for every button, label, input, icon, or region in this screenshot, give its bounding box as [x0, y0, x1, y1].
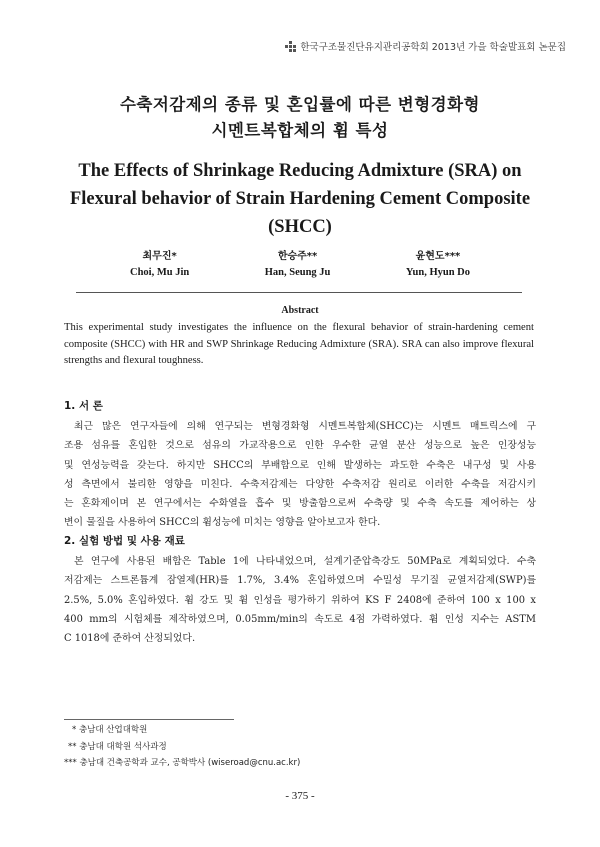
author-divider [76, 292, 522, 293]
section-1-heading: 1. 서 론 [64, 400, 103, 412]
body-line: C 1018에 준하여 산정되었다. [64, 633, 196, 645]
author-2 [265, 249, 331, 281]
english-title-line-2: Flexural behavior of Strain Hardening Cement Composite [69, 189, 531, 209]
author-2-english: Han, Seung Ju [264, 267, 331, 278]
abstract-line: strengths and flexural toughness. [64, 355, 204, 366]
footnote-divider [64, 719, 234, 720]
author-3-korean: 윤현도*** [415, 251, 461, 262]
footnote-2: ** 충남대 대학원 석사과정 [68, 741, 167, 752]
page-number: - 375 - [285, 790, 315, 802]
running-header [285, 39, 566, 53]
body-line: 본 연구에 사용된 배합은 Table 1에 나타내었으며, 설계기준압축강도 50MPa로 계획되었다. 수축 [74, 556, 536, 567]
body-line: 는 혼화제이며 본 연구에서는 수화열을 흡수 및 방출함으로써 수축량 및 수축 속도를 제어하는 상 [64, 498, 536, 510]
footnote-1: * 충남대 산업대학원 [72, 725, 148, 735]
korean-title-line-2: 시멘트복합체의 휨 특성 [211, 121, 389, 140]
body-line: 2.5%, 5.0% 혼입하였다. 휨 강도 및 휨 인성을 평가하기 위하여 KS F 2408에 준하여 100 x 100 x [64, 594, 536, 606]
dots-grid-icon [285, 41, 296, 52]
author-2-korean: 한승주** [277, 251, 318, 262]
author-3-english: Yun, Hyun Do [405, 267, 470, 278]
section-1-body [64, 417, 536, 533]
section-2-body [64, 552, 536, 648]
body-line: 변이 물질을 사용하여 SHCC의 휨성능에 미치는 영향을 알아보고자 한다. [64, 517, 381, 529]
author-1 [130, 249, 189, 281]
korean-title-line-1: 수축저감제의 종류 및 혼입률에 따른 변형경화형 [119, 95, 480, 114]
body-line: 및 연성능력을 갖는다. 하지만 SHCC의 부배합으로 인해 발생하는 과도한 수축은 내구성 및 사용 [64, 459, 536, 471]
english-title-line-3: (SHCC) [268, 217, 332, 237]
author-1-english: Choi, Mu Jin [130, 267, 190, 278]
abstract-heading: Abstract [281, 305, 319, 316]
body-line: 조용 섬유를 혼입한 것으로 섬유의 가교작용으로 인한 우수한 균열 분산 성능으로 높은 인장성능 [64, 440, 536, 452]
author-3 [406, 249, 470, 281]
english-title-line-1: The Effects of Shrinkage Reducing Admixture (SRA) on [78, 161, 522, 181]
abstract-line: composite (SHCC) with HR and SWP Shrinkage Reducing Admixture (SRA). SRA can also improve flexural [64, 338, 534, 350]
abstract-body [64, 320, 534, 370]
author-list [130, 249, 470, 281]
body-line: 400 mm의 시험체를 제작하였으며, 0.05mm/min의 속도로 4점 가력하였다. 휨 인성 지수는 ASTM [64, 613, 536, 625]
footnotes [64, 722, 464, 772]
running-header-text: 한국구조물진단유지관리공학회 2013년 가을 학술발표회 논문집 [300, 42, 566, 53]
body-line: 최근 많은 연구자들에 의해 연구되는 변형경화형 시멘트복합체(SHCC)는 시멘트 매트릭스에 구 [74, 421, 536, 432]
author-1-korean: 최무진* [142, 251, 177, 262]
footnote-3: *** 충남대 건축공학과 교수, 공학박사 (wiseroad@cnu.ac.kr) [64, 758, 301, 768]
section-2-heading: 2. 실험 방법 및 사용 재료 [64, 535, 185, 547]
body-line: 저감제는 스트론튬계 잠열제(HR)를 1.7%, 3.4% 혼입하였으며 수밀성 무기질 균열저감제(SWP)를 [64, 575, 536, 587]
korean-title [0, 92, 600, 144]
body-line: 성 측면에서 불리한 영향을 미친다. 수축저감제는 다양한 수축저감 원리로 이러한 수축을 저감시키 [64, 478, 536, 490]
english-title [0, 157, 600, 241]
abstract-line: This experimental study investigates the influence on the flexural behavior of strain-hardening cement [64, 322, 534, 333]
